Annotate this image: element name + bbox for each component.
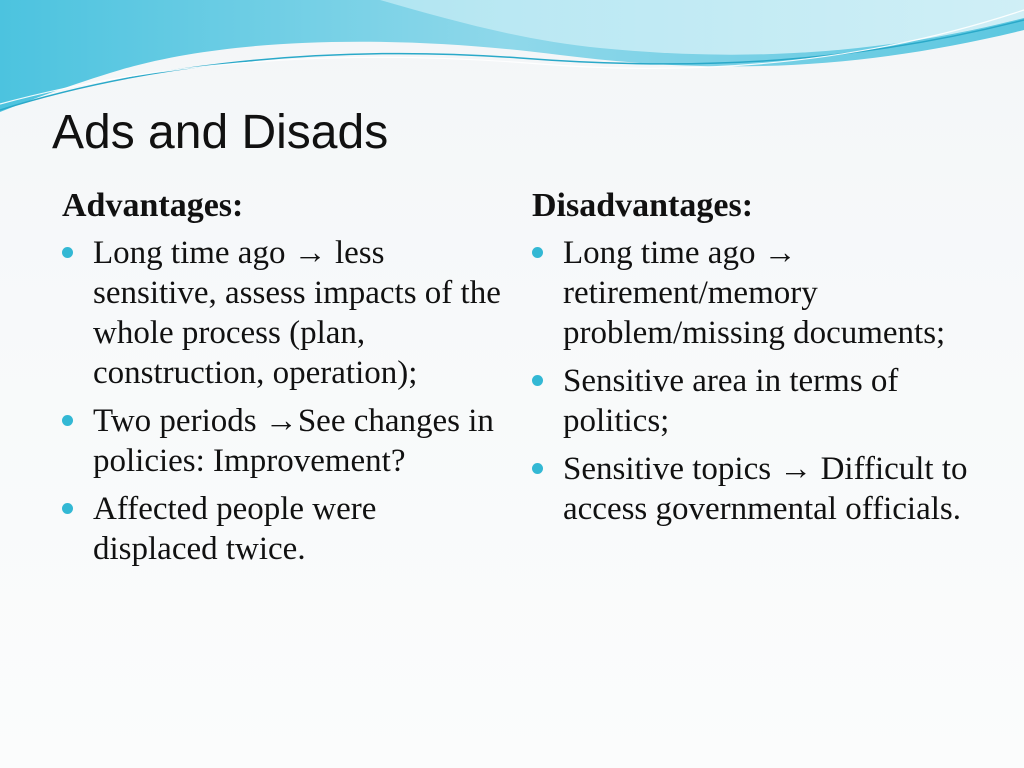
list-item-text: Two periods →See changes in policies: Improvement? bbox=[93, 402, 494, 479]
advantages-column bbox=[62, 186, 502, 577]
advantages-list bbox=[62, 233, 502, 569]
list-item bbox=[532, 233, 972, 353]
list-item bbox=[62, 401, 502, 481]
list-item bbox=[532, 449, 972, 529]
list-item-text: Sensitive area in terms of politics; bbox=[563, 362, 899, 439]
list-item bbox=[62, 489, 502, 569]
disadvantages-column bbox=[532, 186, 972, 537]
list-item bbox=[62, 233, 502, 393]
list-item-text: Long time ago → retirement/memory problem/missing documents; bbox=[563, 234, 946, 351]
list-item-text: Affected people were displaced twice. bbox=[93, 490, 377, 567]
disadvantages-list bbox=[532, 233, 972, 529]
bullet-dot-icon bbox=[62, 503, 73, 514]
advantages-heading: Advantages: bbox=[62, 187, 244, 224]
slide-title: Ads and Disads bbox=[52, 106, 389, 159]
list-item-text: Sensitive topics → Difficult to access governmental officials. bbox=[563, 450, 968, 527]
disadvantages-heading: Disadvantages: bbox=[532, 187, 754, 224]
list-item-text: Long time ago → less sensitive, assess impacts of the whole process (plan, construction, operation); bbox=[93, 234, 501, 391]
bullet-dot-icon bbox=[532, 375, 543, 386]
bullet-dot-icon bbox=[532, 463, 543, 474]
bullet-dot-icon bbox=[532, 247, 543, 258]
list-item bbox=[532, 361, 972, 441]
bullet-dot-icon bbox=[62, 247, 73, 258]
bullet-dot-icon bbox=[62, 415, 73, 426]
